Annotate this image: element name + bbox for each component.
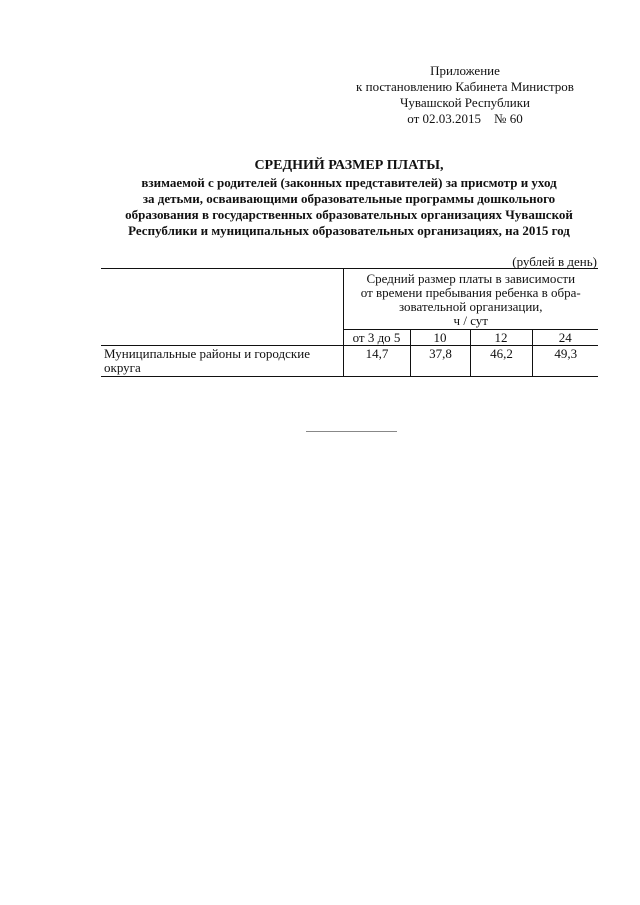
- fee-table: [101, 268, 598, 377]
- table-cell: 46,2: [470, 346, 532, 377]
- header-group-line: Средний размер платы в зависимости: [366, 271, 576, 286]
- header-group-cell: [343, 269, 598, 330]
- unit-label: (рублей в день): [512, 254, 597, 269]
- table-cell: 14,7: [343, 346, 410, 377]
- column-header: 10: [410, 330, 470, 346]
- appendix-line: Приложение: [430, 63, 500, 78]
- appendix-line: к постановлению Кабинета Министров: [356, 79, 574, 94]
- title-line: взимаемой с родителей (законных представителей) за присмотр и уход: [141, 175, 557, 190]
- row-label: Муниципальные районы и городские округа: [101, 346, 343, 377]
- header-group-line: от времени пребывания ребенка в обра-: [360, 285, 581, 300]
- subheader-empty-cell: [101, 330, 343, 346]
- table-subheader-row: [101, 330, 598, 346]
- title-line: Республики и муниципальных образовательных организациях, на 2015 год: [128, 223, 570, 238]
- title-main: СРЕДНИЙ РАЗМЕР ПЛАТЫ,: [254, 158, 444, 173]
- table-cell: 37,8: [410, 346, 470, 377]
- appendix-line: Чувашской Республики: [399, 95, 531, 110]
- table-row: [101, 346, 598, 377]
- title-line: образования в государственных образовательных организациях Чувашской: [125, 207, 573, 222]
- column-header: 24: [532, 330, 598, 346]
- header-group-line: зовательной организации,: [398, 299, 543, 314]
- column-header: 12: [470, 330, 532, 346]
- table-cell: 49,3: [532, 346, 598, 377]
- document-title: [100, 158, 598, 239]
- header-empty-cell: [101, 269, 343, 330]
- table-header-row: [101, 269, 598, 330]
- appendix-block: [330, 63, 600, 127]
- header-group-line: ч / сут: [453, 313, 488, 328]
- column-header: от 3 до 5: [343, 330, 410, 346]
- separator-line: [306, 431, 397, 432]
- appendix-line: от 02.03.2015 № 60: [407, 111, 523, 126]
- title-line: за детьми, осваивающими образовательные программы дошкольного: [142, 191, 556, 206]
